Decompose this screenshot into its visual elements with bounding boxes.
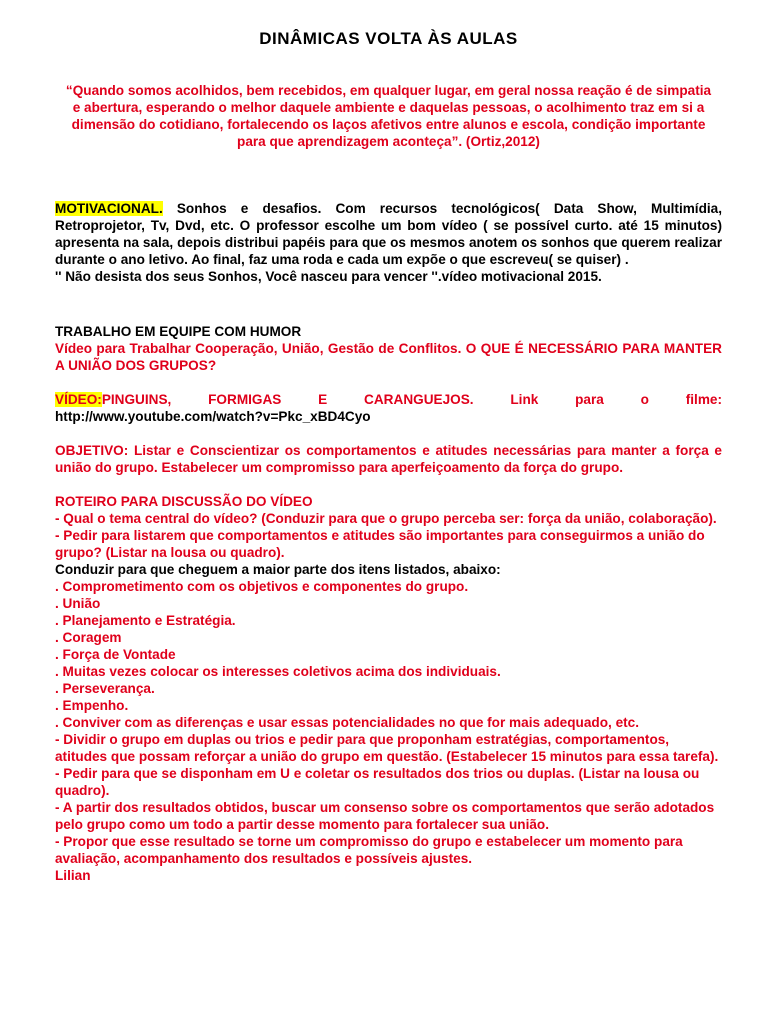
list-item: . Força de Vontade	[55, 647, 176, 662]
roteiro-conduzir: Conduzir para que cheguem a maior parte dos itens listados, abaixo:	[55, 562, 501, 577]
video-line	[55, 391, 722, 408]
roteiro-step: - Propor que esse resultado se torne um compromisso do grupo e estabelecer um momento para avaliação, acompanhamento dos resultados e possíveis ajustes.	[55, 834, 683, 866]
document-title: DINÂMICAS VOLTA ÀS AULAS	[259, 29, 518, 48]
motivacional-video-line: '' Não desista dos seus Sonhos, Você nasceu para vencer ''.vídeo motivacional 2015.	[55, 269, 602, 284]
roteiro-step: - A partir dos resultados obtidos, buscar um consenso sobre os comportamentos que serão adotados pelo grupo como um todo a partir desse momento para fortalecer sua união.	[55, 800, 715, 832]
objetivo-paragraph: OBJETIVO: Listar e Conscientizar os comportamentos e atitudes necessárias para manter a força e união do grupo. Estabelecer um compromisso para aperfeiçoamento da força do grupo.	[55, 443, 722, 475]
opening-quote: “Quando somos acolhidos, bem recebidos, em qualquer lugar, em geral nossa reação é de simpatia e abertura, esperando o melhor daquele ambiente e daquelas pessoas, o acolhimento traz em si a dimensão do cotidiano, fortalecendo os laços afetivos entre alunos e escola, condição importante para que aprendizagem aconteça”. (Ortiz,2012)	[65, 83, 712, 149]
roteiro-step: - Pedir para que se disponham em U e coletar os resultados dos trios ou duplas. (Listar na lousa ou quadro).	[55, 766, 700, 798]
equipe-text: Vídeo para Trabalhar Cooperação, União, Gestão de Conflitos. O QUE É NECESSÁRIO PARA MANTER A UNIÃO DOS GRUPOS?	[55, 341, 722, 373]
equipe-heading: TRABALHO EM EQUIPE COM HUMOR	[55, 324, 302, 339]
motivacional-label: MOTIVACIONAL.	[55, 201, 163, 216]
roteiro-step: - Dividir o grupo em duplas ou trios e pedir para que proponham estratégias, comportamentos, atitudes que possam reforçar a união do grupo em questão. (Estabelecer 15 minutos para essa tarefa).	[55, 732, 719, 764]
video-link[interactable]: http://www.youtube.com/watch?v=Pkc_xBD4Cyo	[55, 409, 371, 424]
list-item: . União	[55, 596, 101, 611]
roteiro-question-1: - Qual o tema central do vídeo? (Conduzir para que o grupo perceba ser: força da união, colaboração).	[55, 511, 717, 526]
list-item: . Conviver com as diferenças e usar essas potencialidades no que for mais adequado, etc.	[55, 715, 639, 730]
list-item: . Muitas vezes colocar os interesses coletivos acima dos individuais.	[55, 664, 501, 679]
document-page	[55, 28, 722, 884]
list-item: . Perseverança.	[55, 681, 155, 696]
roteiro-section	[55, 493, 722, 884]
list-item: . Comprometimento com os objetivos e componentes do grupo.	[55, 579, 469, 594]
motivacional-paragraph	[55, 200, 722, 268]
list-item: . Empenho.	[55, 698, 129, 713]
list-item: . Planejamento e Estratégia.	[55, 613, 236, 628]
roteiro-heading: ROTEIRO PARA DISCUSSÃO DO VÍDEO	[55, 494, 313, 509]
roteiro-question-2: - Pedir para listarem que comportamentos e atitudes são importantes para conseguirmos a união do grupo? (Listar na lousa ou quadro).	[55, 528, 705, 560]
list-item: . Coragem	[55, 630, 122, 645]
video-label: VÍDEO:	[55, 392, 102, 407]
video-text: PINGUINS, FORMIGAS E CARANGUEJOS. Link para o filme:	[101, 392, 722, 407]
signature: Lilian	[55, 868, 91, 883]
motivacional-text: Sonhos e desafios. Com recursos tecnológicos( Data Show, Multimídia, Retroprojetor, Tv, Dvd, etc. O professor escolhe um bom vídeo ( se possível curto. até 15 minutos) apresenta na sala, depois distribui papéis para que os mesmos anotem os sonhos que querem realizar durante o ano letivo. Ao final, faz uma roda e cada um expõe o que escreveu( se quiser) .	[55, 201, 722, 267]
